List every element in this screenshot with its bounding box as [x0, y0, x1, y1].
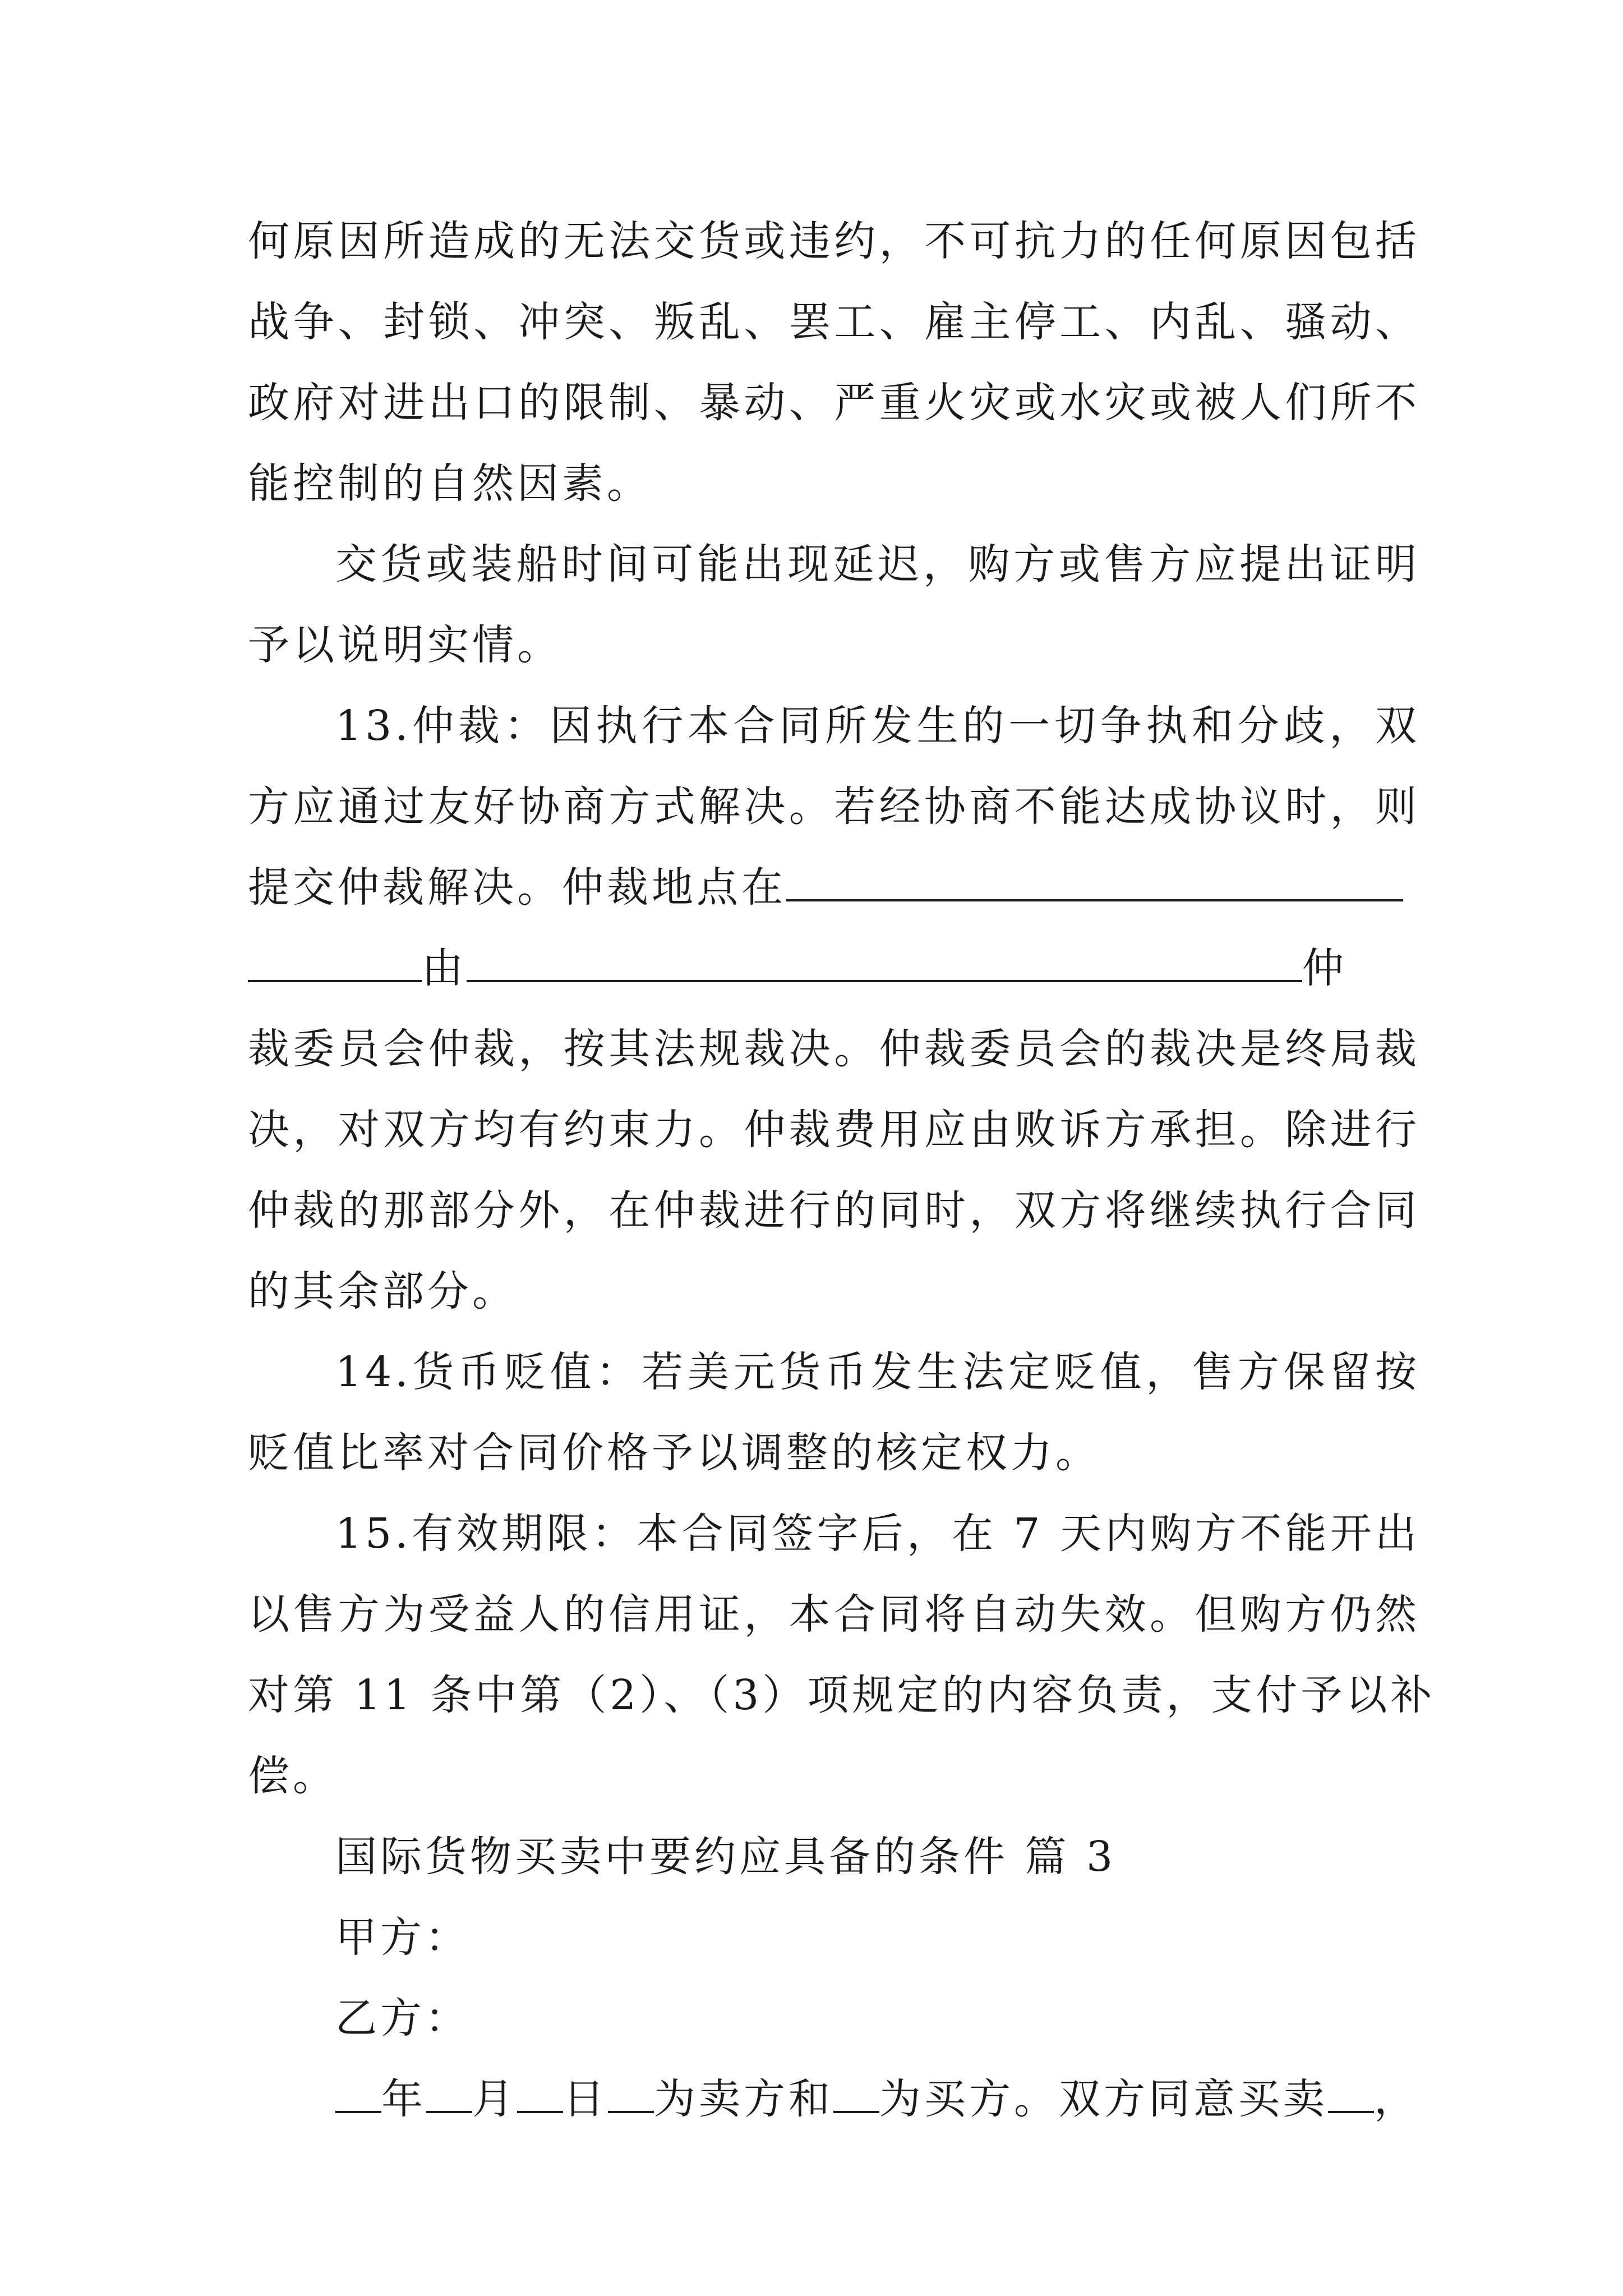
text-line: 何原因所造成的无法交货或违约，不可抗力的任何原因包括: [248, 217, 1420, 265]
text-line: 能控制的自然因素。: [248, 459, 652, 508]
text-line: 政府对进出口的限制、暴动、严重火灾或水灾或被人们所不: [248, 379, 1420, 427]
text-segment: 日: [563, 2075, 608, 2123]
text-segment: 月: [472, 2075, 517, 2123]
text-line: 裁委员会仲裁，按其法规裁决。仲裁委员会的裁决是终局裁: [248, 1025, 1420, 1073]
section-heading: 国际货物买卖中要约应具备的条件 篇 3: [335, 1833, 1117, 1881]
text-line: 交货或装船时间可能出现延迟，购方或售方应提出证明: [335, 540, 1420, 588]
text-line: 对第 11 条中第（2）、（3）项规定的内容负责，支付予以补: [248, 1671, 1436, 1719]
text-line: 战争、封锁、冲突、叛乱、罢工、雇主停工、内乱、骚动、: [248, 298, 1420, 346]
text-segment: 由: [422, 944, 467, 992]
text-line: 方应通过友好协商方式解决。若经协商不能达成协议时，则: [248, 783, 1420, 831]
text-line-with-blank: [335, 2059, 1420, 2139]
fill-in-blank: [833, 2072, 879, 2113]
text-segment: ，: [1374, 2075, 1419, 2123]
text-line: 以售方为受益人的信用证，本合同将自动失效。但购方仍然: [248, 1590, 1420, 1639]
fill-in-blank: [248, 941, 422, 982]
fill-in-blank: [335, 2072, 381, 2113]
party-a-label: 甲方：: [335, 1913, 470, 1962]
fill-in-blank: [467, 941, 1302, 982]
text-line: 14.货币贬值：若美元货币发生法定贬值，售方保留按: [335, 1348, 1420, 1396]
text-line: 13.仲裁：因执行本合同所发生的一切争执和分歧，双: [335, 702, 1420, 750]
fill-in-blank: [426, 2072, 472, 2113]
party-b-label: 乙方：: [335, 1994, 470, 2042]
fill-in-blank: [1328, 2072, 1374, 2113]
text-line: 偿。: [248, 1752, 338, 1800]
text-line: 15.有效期限：本合同签字后，在 7 天内购方不能开出: [335, 1510, 1420, 1558]
text-segment: 为卖方和: [654, 2075, 833, 2123]
text-line: 予以说明实情。: [248, 621, 562, 669]
text-segment: 仲: [1302, 944, 1347, 992]
text-segment: 提交仲裁解决。仲裁地点在: [248, 863, 786, 912]
text-line: 决，对双方均有约束力。仲裁费用应由败诉方承担。除进行: [248, 1106, 1420, 1154]
text-segment: 为买方。双方同意买卖: [879, 2075, 1328, 2123]
fill-in-blank: [608, 2072, 654, 2113]
text-line-with-blank: [248, 847, 1420, 928]
fill-in-blank: [517, 2072, 563, 2113]
text-line: 的其余部分。: [248, 1267, 517, 1315]
fill-in-blank: [786, 860, 1403, 901]
text-line: 仲裁的那部分外，在仲裁进行的同时，双方将继续执行合同: [248, 1186, 1420, 1235]
text-line-with-blank: [248, 928, 1420, 1009]
text-line: 贬值比率对合同价格予以调整的核定权力。: [248, 1429, 1100, 1477]
text-segment: 年: [381, 2075, 426, 2123]
